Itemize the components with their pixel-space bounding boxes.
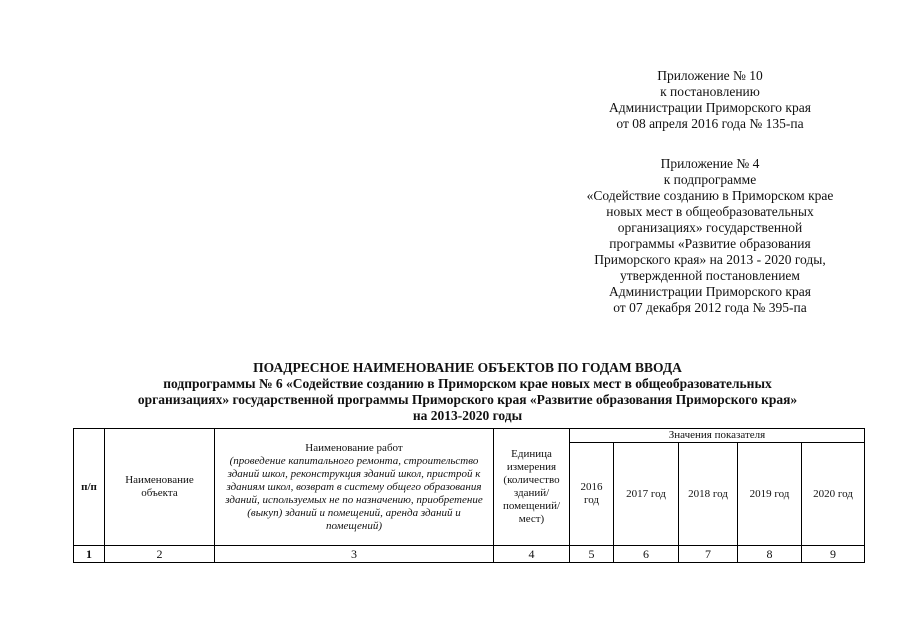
annex-10-line: к постановлению <box>660 84 760 99</box>
annex-4-line: новых мест в общеобразовательных <box>606 204 814 219</box>
annex-4-line: «Содействие созданию в Приморском крае <box>586 188 834 203</box>
header-year: 2019 год <box>738 443 802 546</box>
column-number: 8 <box>738 546 802 563</box>
column-number: 6 <box>614 546 679 563</box>
header-year: 2017 год <box>614 443 679 546</box>
annex-10-line: от 08 апреля 2016 года № 135-па <box>616 116 804 131</box>
annex-4-line: к подпрограмме <box>663 172 757 187</box>
document-title <box>70 360 865 424</box>
objects-table <box>73 428 865 563</box>
title-line: организациях» государственной программы Приморского края «Развитие образования Приморского края» <box>137 392 798 407</box>
title-line: на 2013-2020 годы <box>412 408 523 423</box>
header-year: 2016 год <box>570 443 614 546</box>
annex-10-line: Администрации Приморского края <box>609 100 811 115</box>
header-object-name: Наименование объекта <box>105 429 215 546</box>
column-number: 7 <box>679 546 738 563</box>
column-number: 4 <box>494 546 570 563</box>
header-row-number: п/п <box>74 429 105 546</box>
column-number: 1 <box>74 546 105 563</box>
annex-10-header <box>560 68 860 132</box>
annex-4-line: организациях» государственной <box>617 220 803 235</box>
annex-4-header <box>560 156 860 316</box>
title-line: подпрограммы № 6 «Содействие созданию в Приморском крае новых мест в общеобразовательных <box>163 376 772 391</box>
column-number: 9 <box>802 546 865 563</box>
column-number: 5 <box>570 546 614 563</box>
header-works <box>215 429 494 546</box>
annex-4-line: Приморского края» на 2013 - 2020 годы, <box>594 252 826 267</box>
annex-4-line: программы «Развитие образования <box>609 236 811 251</box>
annex-4-line: Администрации Приморского края <box>609 284 811 299</box>
column-number: 3 <box>215 546 494 563</box>
header-works-title: Наименование работ <box>305 441 403 454</box>
annex-4-line: утвержденной постановлением <box>620 268 800 283</box>
annex-4-line: от 07 декабря 2012 года № 395-па <box>613 300 807 315</box>
header-year: 2020 год <box>802 443 865 546</box>
header-values-group: Значения показателя <box>570 429 865 443</box>
title-line: ПОАДРЕСНОЕ НАИМЕНОВАНИЕ ОБЪЕКТОВ ПО ГОДАМ ВВОДА <box>253 360 682 375</box>
header-year: 2018 год <box>679 443 738 546</box>
column-number: 2 <box>105 546 215 563</box>
header-unit: Единица измерения (количество зданий/ помещений/ мест) <box>494 429 570 546</box>
header-works-description: (проведение капитального ремонта, строительство зданий школ, реконструкция зданий школ, пристрой к зданиям школ, возврат в систему общего образования зданий, используемых не по назначению, приобретение (выкуп) зданий и помещений, аренда зданий и помещений) <box>225 454 483 532</box>
annex-4-line: Приложение № 4 <box>660 156 760 171</box>
annex-10-line: Приложение № 10 <box>657 68 763 83</box>
